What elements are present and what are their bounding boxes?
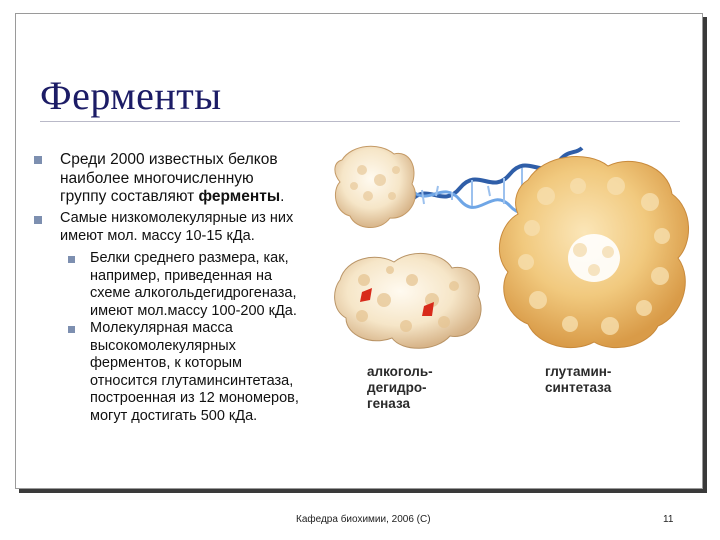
sub-bullet-2-line-4: относится глутаминсинтетаза, [90,372,294,389]
bullet-marker-icon [34,156,42,164]
caption-alcohol-dehydrogenase: алкоголь- дегидро- геназа [367,364,433,411]
sub-bullet-2-line-2: высокомолекулярных [90,337,236,354]
title-divider [40,121,680,122]
sub-bullet-marker-icon [68,326,75,333]
bullet-1-line-2: наиболее многочисленную [60,169,254,187]
keyword-enzymes: ферменты [198,188,281,205]
bullet-2-line-2: имеют мол. массу 10-15 кДа. [60,227,255,244]
caption-glutamine-synthetase: глутамин- синтетаза [545,364,612,395]
sub-bullet-marker-icon [68,256,75,263]
bullet-2-text [60,210,330,245]
slide-title: Ферменты [40,73,222,118]
page-number: 11 [663,514,674,525]
alcohol-dehydrogenase-icon [335,253,481,348]
small-protein-icon [335,146,415,227]
sub-bullet-1-text [90,250,330,320]
bullet-1-text [60,151,330,207]
bullet-1-line-3: группу составляют ферменты. [60,188,285,205]
sub-bullet-2-line-5: построенная из 12 мономеров, [90,390,299,407]
sub-bullet-2-line-3: ферментов, к которым [90,355,243,372]
sub-bullet-2-line-1: Молекулярная масса [90,320,233,336]
sub-bullet-1-line-2: например, приведенная на [90,267,273,284]
sub-bullet-1-line-3: схеме алкогольдегидрогеназа, [90,285,297,302]
sub-bullet-2-text [90,320,330,426]
bullet-marker-icon [34,216,42,224]
sub-bullet-2-line-6: могут достигать 500 кДа. [90,407,258,424]
glutamine-synthetase-icon [499,157,688,348]
bullet-1-line-1: Среди 2000 известных белков [60,151,278,168]
footer-text: Кафедра биохимии, 2006 (С) [296,514,431,525]
sub-bullet-1-line-1: Белки среднего размера, как, [90,250,289,266]
sub-bullet-1-line-4: имеют мол.массу 100-200 кДа. [90,302,297,319]
bullet-2-line-1: Самые низкомолекулярные из них [60,210,294,226]
